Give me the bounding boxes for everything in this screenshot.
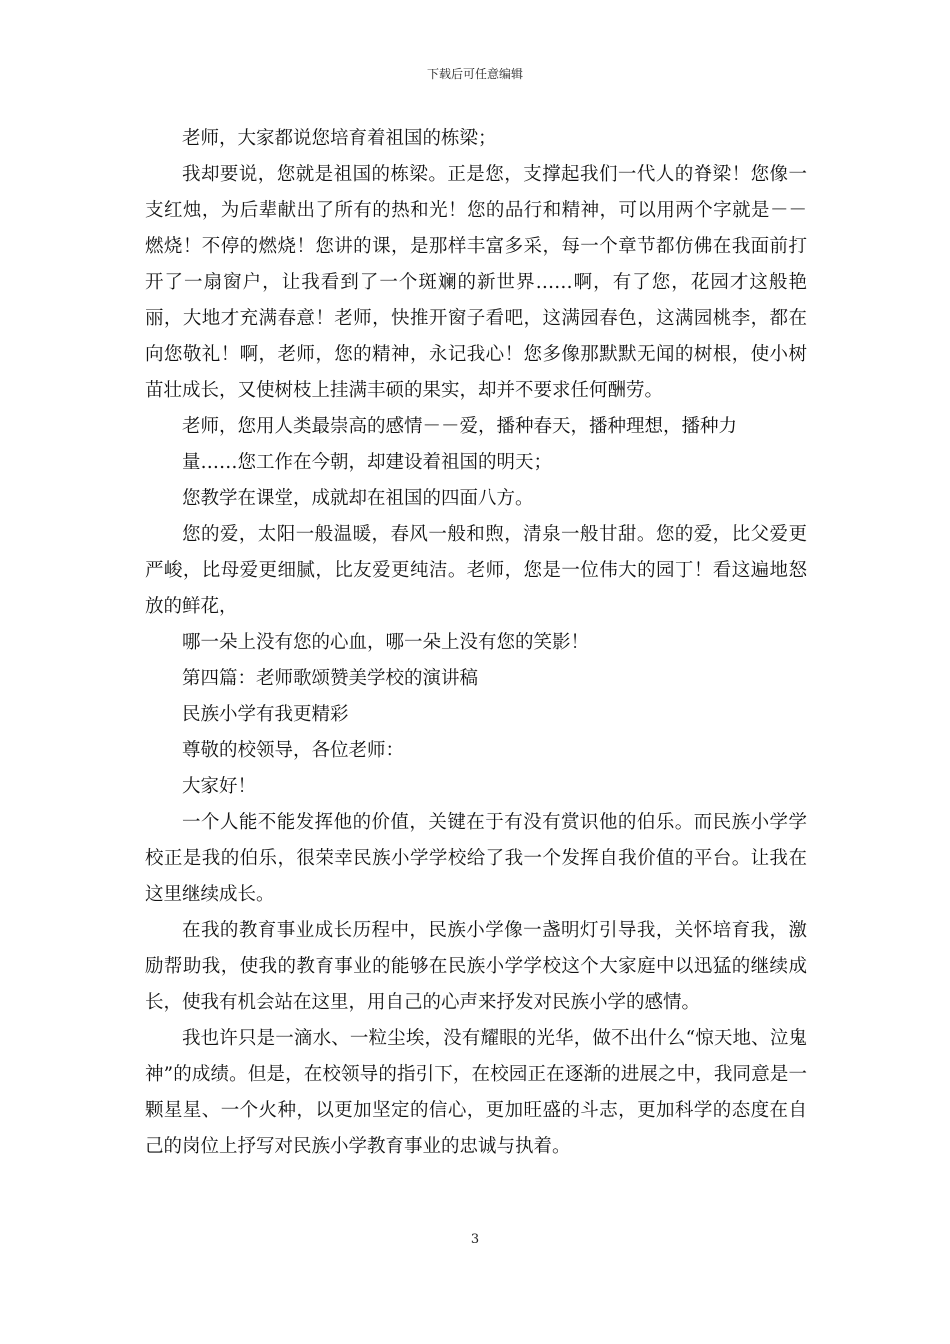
paragraph-7: 哪一朵上没有您的心血，哪一朵上没有您的笑影！	[182, 632, 590, 653]
salutation: 尊敬的校领导，各位老师：	[182, 740, 405, 761]
paragraph-2: 我却要说，您就是祖国的栋梁。正是您，支撑起我们一代人的脊梁！您像一支红烛，为后辈献出了所有的热和光！您的品行和精神，可以用两个字就是－－燃烧！不停的燃烧！您讲的课，是那样丰富多采，每一个章节都仿佛在我面前打开了一扇窗户，让我看到了一个斑斓的新世界……啊，有了您，花园才这般艳丽，大地才充满春意！老师，快推开窗子看吧，这满园春色，这满园桃李，都在向您敬礼！啊，老师，您的精神，永记我心！您多像那默默无闻的树根，使小树苗壮成长，又使树枝上挂满丰硕的果实，却并不要求任何酬劳。	[145, 164, 807, 401]
paragraph-13: 在我的教育事业成长历程中，民族小学像一盏明灯引导我，关怀培育我，激励帮助我，使我的教育事业的能够在民族小学学校这个大家庭中以迅猛的继续成长，使我有机会站在这里，用自己的心声来抒发对民族小学的感情。	[145, 920, 807, 1013]
paragraph-3: 老师，您用人类最崇高的感情－－爱，播种春天，播种理想，播种力	[182, 416, 738, 437]
document-body	[145, 121, 807, 1165]
paragraph-4: 量……您工作在今朝，却建设着祖国的明天；	[182, 452, 553, 473]
paragraph-1: 老师，大家都说您培育着祖国的栋梁；	[182, 128, 497, 149]
paragraph-12: 一个人能不能发挥他的价值，关键在于有没有赏识他的伯乐。而民族小学学校正是我的伯乐，很荣幸民族小学学校给了我一个发挥自我价值的平台。让我在这里继续成长。	[145, 812, 807, 905]
paragraph-5: 您教学在课堂，成就却在祖国的四面八方。	[182, 488, 534, 509]
paragraph-6: 您的爱，太阳一般温暖，春风一般和煦，清泉一般甘甜。您的爱，比父爱更严峻，比母爱更细腻，比友爱更纯洁。老师，您是一位伟大的园丁！看这遍地怒放的鲜花，	[145, 524, 807, 617]
greeting: 大家好！	[182, 776, 257, 797]
paragraph-14: 我也许只是一滴水、一粒尘埃，没有耀眼的光华，做不出什么“惊天地、泣鬼神”的成绩。但是，在校领导的指引下，在校园正在逐渐的进展之中，我同意是一颗星星、一个火种，以更加坚定的信心，更加旺盛的斗志，更加科学的态度在自己的岗位上抒写对民族小学教育事业的忠诚与执着。	[145, 1028, 807, 1157]
page-header: 下载后可任意编辑	[426, 67, 523, 81]
speech-title: 民族小学有我更精彩	[182, 704, 349, 725]
page-number: 3	[470, 1232, 480, 1247]
section-title: 第四篇：老师歌颂赞美学校的演讲稿	[182, 668, 479, 689]
